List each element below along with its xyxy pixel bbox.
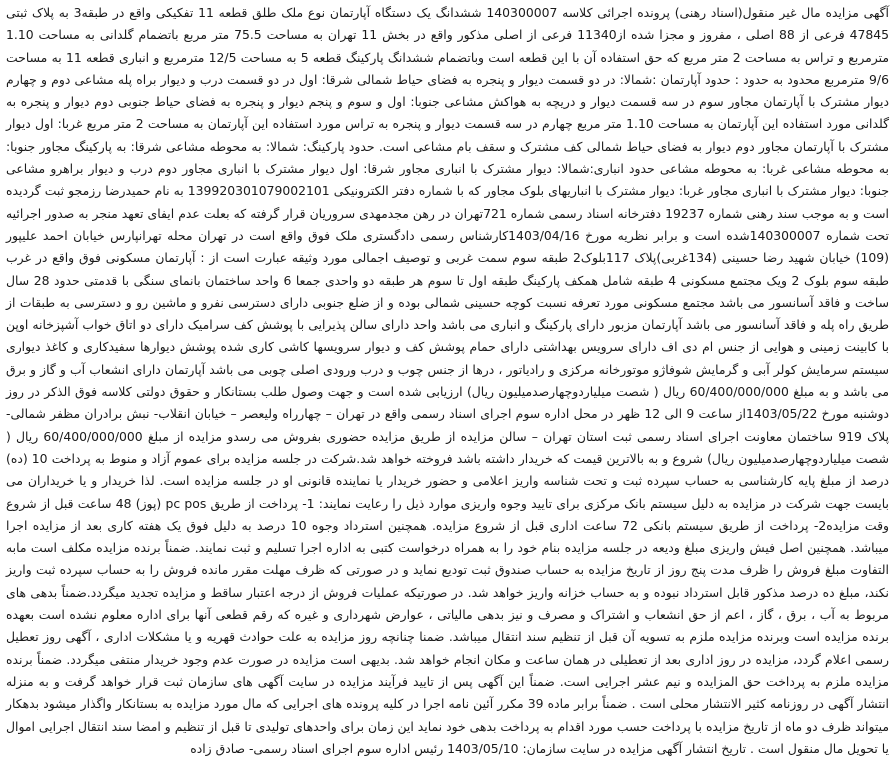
auction-notice-text: آگهی مزایده مال غیر منقول(اسناد رهنی) پرونده اجرائی کلاسه 140300007 ششدانگ یک دستگاه آپارتمان نوع ملک طلق قطعه 11 تفکیکی واقع در طبقه3 به پلاک ثبتی 47845 فرعی از 88 اصلی ، مفروز و مجزا شده از11340 فرعی از اصلی مذکور واقع در بخش 11 تهران به مساحت 75.5 متر مربع باتضمام گلدانی به مساحت 1.10 مترمربع و تراس به مساحت 2 متر مربع که حق استفاده آن با این قطعه است وباتضمام ششدانگ پارکینگ قطعه 5 به مساحت 12/5 مترمربع و انباری قطعه 11 به مساحت 9/6 مترمربع محدود به حدود : حدود آپارتمان :شمالا: در دو قسمت دیوار و پنجره به فضای حیاط شمالی شرقا: اول در دو قسمت درب و دیوار براه پله مشاعی دوم و چهارم دیوار مشترک با آپارتمان مجاور سوم در سه قسمت دیوار و دریچه به هواکش مشاعی جنوبا: اول و سوم و پنجم دیوار و پنجره به فضای حیاط جنوبی دوم دیوار و پنجره به گلدانی مورد استفاده این آپارتمان به مساحت 1.10 متر مربع چهارم در سه قسمت دیوار و پنجره به تراس مورد استفاده این آپارتمان به مساحت 2 متر مربع غربا: اول دیوار مشترک با آپارتمان مجاور دوم دیوار به فضای حیاط شمالی کف مشترک و سقف بام مشاعی است. حدود پارکینگ: شمالا: به محوطه مشاعی شرقا: به پارکینگ مجاور جنوبا: به محوطه مشاعی غربا: به محوطه مشاعی حدود انباری:شمالا: دیوار مشترک با انباری مجاور شرقا: اول دیوار مشترک با انباری مجاور دوم درب و دیوار براهرو مشاعی جنوبا: دیوار مشترک با انباری مجاور غربا: دیوار مشترک با انباریهای بلوک مجاور که با شماره دفتر الکترونیکی 139920301079002101 به نام حمیدرضا رزمجو ثبت گردیده است و به موجب سند رهنی شماره 19237 دفترخانه اسناد رسمی شماره 721تهران در رهن مجدمهدی سروریان قرار گرفته که بعلت عدم ایفای تعهد منجر به صدور اجرائیه تحت شماره 140300007شده است و برابر نظریه مورخ 1403/04/16کارشناس رسمی دادگستری ملک فوق واقع است در تهران محله تهرانپارس خیابان احمد علیپور (109) خیابان شهید رضا حسینی (134غربی)پلاک 117بلوک2 طبقه سوم سمت غربی و توصیف اجمالی مورد وثیقه عبارت است از : آپارتمان مسکونی فوق واقع در غرب طبقه سوم بلوک 2 ویک مجتمع مسکونی 4 طبقه شامل همکف پارکینگ طبقه اول تا سوم هر طبقه دو واحدی جمعا 6 واحد ساختمان بانمای سنگی با قدمتی حدود 28 سال ساخت و فاقد آسانسور می باشد مجتمع مسکونی مورد تعرفه نسبت کوچه حسینی شمالی بوده و از ضلع جنوبی دارای دسترسی نفرو و ماشین رو و دسترسی به طبقات از طریق راه پله و فاقد آسانسور می باشد آپارتمان مزبور دارای پارکینگ و انباری می باشد واحد دارای سالن پذیرایی با پوشش کف سرامیک دارای دو اتاق خواب آشپزخانه اوپن با کابینت زمینی و هوایی از جنس ام دی اف دارای سرویس بهداشتی دارای حمام پوشش کف و دیوار سرویسها کاشی کاری شده پوشش دیوارها سفیدکاری و کاغذ دیواری سیستم سرمایش کولر آبی و گرمایش شوفاژو موتورخانه مرکزی و رادیاتور ، درها از جنس چوب و درب ورودی اصلی چوبی می باشد آپارتمان دارای انشعاب آب و گاز و برق می باشد و به مبلغ 60/400/000/000 ریال ( شصت میلیاردوچهارصدمیلیون ریال) ارزیابی شده است و جهت وصول طلب بستانکار و حقوق دولتی کلاسه فوق الذکر در روز دوشنبه مورخ 1403/05/22از ساعت 9 الی 12 ظهر در محل اداره سوم اجرای اسناد رسمی واقع در تهران – چهارراه ولیعصر – خیابان انقلاب- نبش برادران مظفر شمالی- پلاک 919 ساختمان معاونت اجرای اسناد رسمی ثبت استان تهران – سالن مزایده از طریق مزایده حضوری بفروش می رسدو مزایده از مبلغ 60/400/000/000 ریال ( شصت میلیاردوچهارصدمیلیون ریال) شروع و به بالاترین قیمت که خریدار داشته باشد فروخته خواهد شد.شرکت در جلسه مزایده برای عموم آزاد و منوط به پرداخت 10 (ده) درصد از مبلغ پایه کارشناسی به حساب سپرده ثبت و تحت شناسه واریز اعلامی و حضور خریدار یا نماینده قانونی او در جلسه مزایده است. لذا خریدار و یا خریداران می بایست جهت شرکت در مزایده به دلیل سیستم بانک مرکزی برای تایید وجوه واریزی موارد ذیل را رعایت نمایند: 1- پرداخت از طریق pc pos (پوز) 48 ساعت قبل از شروع وقت مزایده2- پرداخت از طریق سیستم بانکی 72 ساعت اداری قبل از شروع مزایده. همچنین استرداد وجوه 10 درصد به دلیل فوق یک هفته کاری بعد از مزایده اجرا میباشد. همچنین اصل فیش واریزی مبلغ ودیعه در جلسه مزایده بنام خود را به همراه درخواست کتبی به اداره اجرا تسلیم و ثبت نمایند. ضمناً برنده مزایده مکلف است مابه التفاوت مبلغ فروش را ظرف مدت پنج روز از تاریخ مزایده به حساب صندوق ثبت تودیع نماید و در صورتی که ظرف مهلت مقرر مانده فروش را به حساب سپرده ثبت واریز نکند، مبلغ ده درصد مذکور قابل استرداد نبوده و به حساب خزانه واریز خواهد شد. در صورتیکه عملیات فروش از درجه اعتبار ساقط و مزایده تجدید میگردد.ضمناً بدهی های مربوط به آب ، برق ، گاز ، اعم از حق انشعاب و اشتراک و مصرف و نیز بدهی مالیاتی ، عوارض شهرداری و غیره که رقم قطعی آنها برای اداره معلوم نشده است بعهده برنده مزایده است وبرنده مزایده ملزم به تسویه آن قبل از تنظیم سند انتقال میباشد. ضمنا چنانچه روز مزایده به علت حوادث قهریه و یا مشکلات اداری ، آگهی روز تعطیل رسمی اعلام گردد، مزایده در روز اداری بعد از تعطیلی در همان ساعت و مکان انجام خواهد شد. بدیهی است مزایده در صورت عدم وجود خریدار منتفی میگردد. ضمناً برنده مزایده ملزم به پرداخت حق المزایده و نیم عشر اجرایی است. ضمناً این آگهی پس از تایید فرآیند مزایده در سایت آگهی های سازمان ثبت قرار خواهد گرفت و به منزله انتشار آگهی در روزنامه کثیر الانتشار محلی است . ضمناً برابر ماده 39 مکرر آئین نامه اجرا در کلیه پرونده های اجرایی که مال مورد مزایده به بستانکار واگذار میشود بدهکار میتواند ظرف دو ماه از تاریخ مزایده با پرداخت حسب مورد اقدام به پرداخت بدهی خود نماید این زمان برای واحدهای تولیدی تا قبل از تنظیم و امضا سند انتقال اجرایی اموال یا تحویل مال منقول است . تاریخ انتشار آگهی مزایده در سایت سازمان: 1403/05/10 رئیس اداره سوم اجرای اسناد رسمی- صادق زاده	[6, 5, 890, 756]
